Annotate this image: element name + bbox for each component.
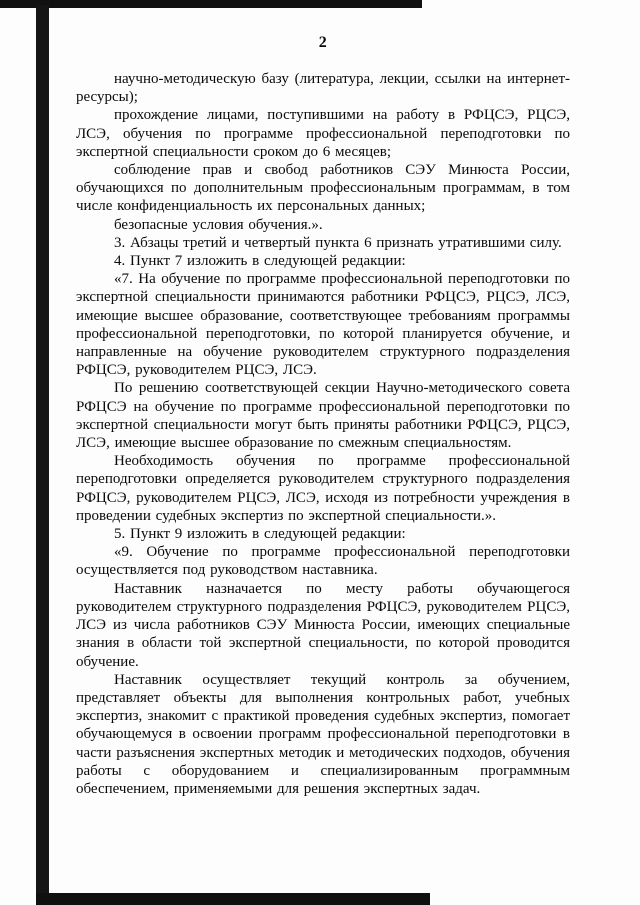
paragraph: соблюдение прав и свобод работников СЭУ Минюста России, обучающихся по дополнительным профессиональным программам, в том числе конфиденциальность их персональных данных;: [76, 162, 570, 215]
document-body: [76, 70, 570, 798]
paragraph: Наставник осуществляет текущий контроль за обучением, представляет объекты для выполнения контрольных работ, учебных экспертиз, знакомит с практикой проведения судебных экспертиз, помогает обучающемуся в освоении программ профессиональной переподготовки в части разъяснения экспертных методик и методических подходов, обучения работы с оборудованием и специализированным программным обеспечением, применяемыми для решения экспертных задач.: [76, 671, 570, 797]
scan-artifact-top-bar: [0, 0, 422, 8]
scan-artifact-bottom-bar: [36, 893, 430, 905]
paragraph: «9. Обучение по программе профессиональной переподготовки осуществляется под руководством наставника.: [76, 544, 570, 579]
paragraph: безопасные условия обучения.».: [114, 216, 323, 233]
paragraph: Наставник назначается по месту работы обучающегося руководителем структурного подразделения РФЦСЭ, руководителем РЦСЭ, ЛСЭ из числа работников СЭУ Минюста России, имеющих специальные знания в области той экспертной специальности, по которой проводится обучение.: [76, 580, 570, 670]
paragraph: 3. Абзацы третий и четвертый пункта 6 признать утратившими силу.: [114, 234, 562, 251]
paragraph: 4. Пункт 7 изложить в следующей редакции:: [114, 253, 406, 270]
paragraph: прохождение лицами, поступившими на работу в РФЦСЭ, РЦСЭ, ЛСЭ, обучения по программе профессиональной переподготовки по экспертной специальности сроком до 6 месяцев;: [76, 107, 570, 160]
paragraph: 5. Пункт 9 изложить в следующей редакции:: [114, 526, 406, 543]
paragraph: «7. На обучение по программе профессиональной переподготовки по экспертной специальности принимаются работники РФЦСЭ, РЦСЭ, ЛСЭ, имеющие высшее образование, соответствующее требованиям программы профессиональной переподготовки, по которой планируется обучение, и направленные на обучение руководителем структурного подразделения РФЦСЭ, руководителем РЦСЭ, ЛСЭ.: [76, 271, 570, 379]
page-number: 2: [318, 34, 328, 51]
paragraph: научно-методическую базу (литература, лекции, ссылки на интернет-ресурсы);: [76, 71, 570, 106]
paragraph: Необходимость обучения по программе профессиональной переподготовки определяется руководителем структурного подразделения РФЦСЭ, руководителем РЦСЭ, ЛСЭ, исходя из потребности учреждения в проведении судебных экспертиз по экспертной специальности.».: [76, 453, 570, 524]
scan-artifact-left-bar: [36, 5, 49, 905]
paragraph: По решению соответствующей секции Научно-методического совета РФЦСЭ на обучение по программе профессиональной переподготовки по экспертной специальности могут быть приняты работники РФЦСЭ, РЦСЭ, ЛСЭ, имеющие высшее образование по смежным специальностям.: [76, 380, 570, 452]
